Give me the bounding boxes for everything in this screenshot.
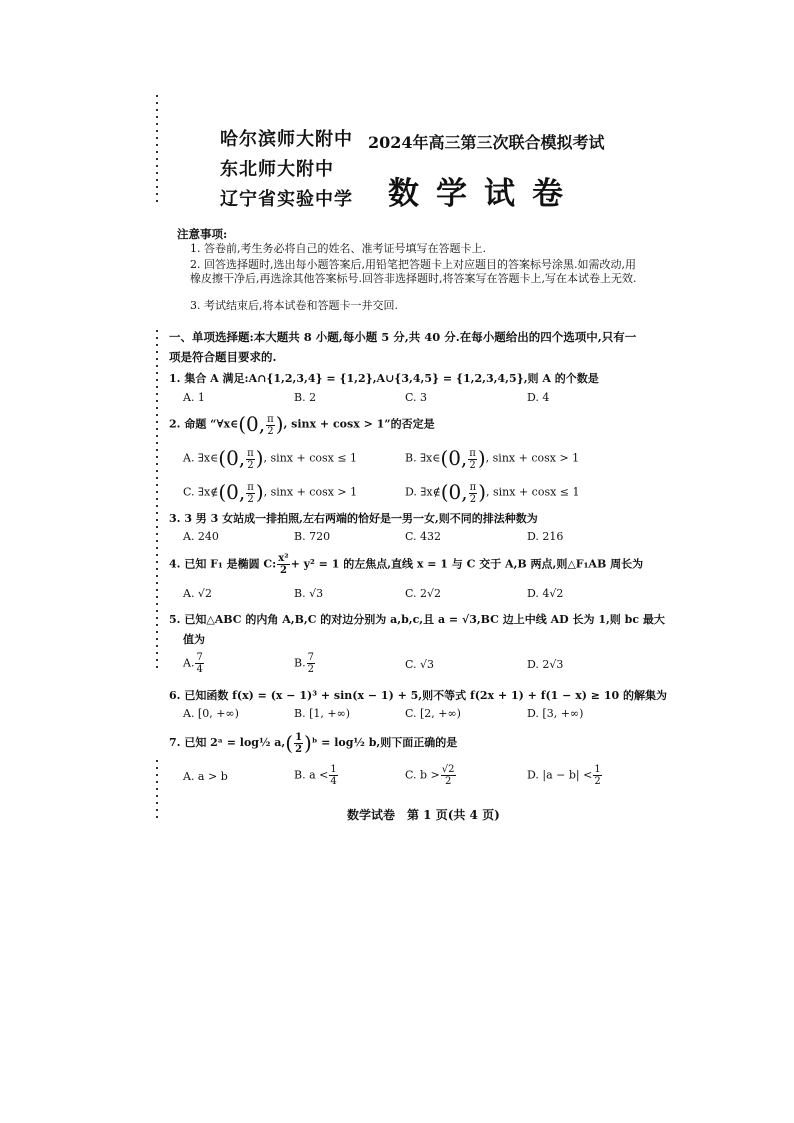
q1-option-c: C. 3 bbox=[405, 391, 428, 404]
q5-option-c: C. √3 bbox=[405, 658, 435, 671]
interval-close: ) bbox=[255, 480, 264, 504]
opt-rest: , sinx + cosx > 1 bbox=[485, 451, 580, 465]
frac-den: 2 bbox=[279, 565, 287, 576]
interval bbox=[440, 446, 485, 470]
interval-open: (0, bbox=[440, 446, 468, 470]
frac-num: √2 bbox=[441, 764, 455, 775]
question-5-stem-line-2: 值为 bbox=[183, 633, 205, 646]
question-1-stem: 1. 集合 A 满足:A∩{1,2,3,4} = {1,2},A∪{3,4,5} = {1,2,3,4,5},则 A 的个数是 bbox=[169, 372, 599, 385]
interval-close: ) bbox=[255, 446, 264, 470]
question-2-stem bbox=[169, 412, 435, 437]
binding-line-middle bbox=[156, 330, 158, 670]
opt-label: B. bbox=[294, 656, 306, 670]
q2-stem-end: , sinx + cosx > 1”的否定是 bbox=[283, 417, 435, 431]
notice-item-1: 1. 答卷前,考生务必将自己的姓名、准考证号填写在答题卡上. bbox=[190, 242, 486, 255]
q6-option-b: B. [1, +∞) bbox=[294, 707, 351, 720]
frac-num: π bbox=[247, 482, 254, 493]
interval-open: (0, bbox=[440, 480, 468, 504]
q3-option-b: B. 720 bbox=[294, 530, 331, 543]
interval-open: (0, bbox=[218, 446, 246, 470]
opt-label: B. a < bbox=[294, 768, 329, 782]
root2-over-2 bbox=[441, 764, 456, 787]
frac-num: 1 bbox=[330, 764, 337, 775]
frac-num: 1 bbox=[295, 731, 303, 743]
interval-open: (0, bbox=[218, 480, 246, 504]
frac-den: 4 bbox=[330, 776, 337, 787]
frac-den: 2 bbox=[594, 776, 601, 787]
page-footer: 数学试卷 第 1 页(共 4 页) bbox=[347, 808, 500, 822]
interval bbox=[218, 446, 263, 470]
interval-open: (0, bbox=[238, 412, 266, 436]
question-6-stem: 6. 已知函数 f(x) = (x − 1)³ + sin(x − 1) + 5,则不等式 f(2x + 1) + f(1 − x) ≥ 10 的解集为 bbox=[169, 689, 667, 702]
frac-den: 2 bbox=[247, 494, 254, 505]
section-heading: 一、单项选择题:本大题共 8 小题,每小题 5 分,共 40 分.在每小题给出的四个选项中,只有一项是符合题目要求的. bbox=[169, 330, 637, 364]
pi-over-2 bbox=[468, 448, 477, 471]
school-name-3: 辽宁省实验中学 bbox=[220, 189, 353, 210]
opt-label: D. ∃x∉ bbox=[405, 485, 441, 499]
q3-option-a: A. 240 bbox=[183, 530, 219, 543]
seven-halves bbox=[307, 652, 315, 675]
frac-den: 2 bbox=[267, 426, 274, 437]
q2-option-c bbox=[183, 480, 357, 505]
q3-option-c: C. 432 bbox=[405, 530, 442, 543]
paren-close: ) bbox=[304, 731, 312, 755]
opt-label: C. ∃x∉ bbox=[183, 485, 219, 499]
frac-den: 2 bbox=[295, 743, 303, 755]
interval-close: ) bbox=[478, 480, 487, 504]
pi-over-2 bbox=[246, 482, 255, 505]
interval-close: ) bbox=[275, 412, 284, 436]
one-half bbox=[593, 764, 601, 787]
opt-label: D. |a − b| < bbox=[527, 768, 593, 782]
opt-rest: , sinx + cosx ≤ 1 bbox=[486, 485, 580, 499]
frac-num: x² bbox=[278, 553, 289, 564]
interval bbox=[441, 480, 486, 504]
opt-label: C. b > bbox=[405, 768, 440, 782]
one-half bbox=[294, 732, 303, 755]
frac-num: 7 bbox=[307, 652, 314, 663]
question-4-stem bbox=[169, 553, 643, 576]
opt-label: A. ∃x∈ bbox=[183, 451, 219, 465]
q7-option-b bbox=[294, 764, 339, 787]
pi-over-2 bbox=[469, 482, 478, 505]
notice-heading: 注意事项: bbox=[177, 227, 228, 241]
q4-option-a: A. √2 bbox=[183, 587, 212, 600]
q6-option-c: C. [2, +∞) bbox=[405, 707, 461, 720]
frac-num: π bbox=[267, 414, 274, 425]
q3-option-d: D. 216 bbox=[527, 530, 564, 543]
frac-num: π bbox=[247, 448, 254, 459]
notice-item-3: 3. 考试结束后,将本试卷和答题卡一并交回. bbox=[190, 299, 398, 312]
frac-den: 2 bbox=[469, 494, 477, 505]
binding-line-bottom bbox=[156, 760, 158, 820]
q6-option-d: D. [3, +∞) bbox=[527, 707, 584, 720]
notice-item-2: 2. 回答选择题时,选出每小题答案后,用铅笔把答题卡上对应题目的答案标号涂黑.如需改动,用橡皮擦干净后,再选涂其他答案标号.回答非选择题时,将答案写在答题卡上,写在本试卷上无效. bbox=[190, 258, 637, 285]
question-5-stem-line-1: 5. 已知△ABC 的内角 A,B,C 的对边分别为 a,b,c,且 a = √3,BC 边上中线 AD 长为 1,则 bc 最大 bbox=[169, 613, 665, 626]
q7-stem-end: ᵇ = log½ b,则下面正确的是 bbox=[311, 736, 458, 749]
q7-option-d bbox=[527, 764, 603, 787]
frac-num: 1 bbox=[594, 764, 601, 775]
frac-num: π bbox=[469, 448, 476, 459]
q1-option-d: D. 4 bbox=[527, 391, 550, 404]
school-name-1: 哈尔滨师大附中 bbox=[220, 129, 353, 150]
frac-num: π bbox=[469, 482, 477, 493]
seven-fourths bbox=[195, 652, 203, 675]
frac-den: 2 bbox=[444, 776, 452, 787]
question-3-stem: 3. 3 男 3 女站成一排拍照,左右两端的恰好是一男一女,则不同的排法种数为 bbox=[169, 512, 538, 525]
exam-title: 2024年高三第三次联合模拟考试 bbox=[368, 133, 605, 152]
opt-rest: , sinx + cosx > 1 bbox=[263, 485, 358, 499]
one-fourth bbox=[329, 764, 337, 787]
q1-option-a: A. 1 bbox=[183, 391, 205, 404]
q5-option-d: D. 2√3 bbox=[527, 658, 564, 671]
q4-stem-end: + y² = 1 的左焦点,直线 x = 1 与 C 交于 A,B 两点,则△F₁AB 周长为 bbox=[290, 557, 644, 571]
opt-rest: , sinx + cosx ≤ 1 bbox=[263, 451, 358, 465]
q7-stem-start: 7. 已知 2ᵃ = log½ a, bbox=[169, 736, 286, 749]
interval-close: ) bbox=[477, 446, 486, 470]
q4-stem-start: 4. 已知 F₁ 是椭圆 C: bbox=[169, 557, 277, 571]
school-name-2: 东北师大附中 bbox=[220, 159, 334, 180]
frac-den: 2 bbox=[469, 460, 476, 471]
interval bbox=[218, 480, 263, 504]
q5-option-a bbox=[183, 652, 205, 675]
q1-option-b: B. 2 bbox=[294, 391, 317, 404]
opt-label: B. ∃x∈ bbox=[405, 451, 441, 465]
x-squared-over-2 bbox=[277, 553, 289, 576]
q4-option-c: C. 2√2 bbox=[405, 587, 442, 600]
q4-option-d: D. 4√2 bbox=[527, 587, 564, 600]
frac-den: 2 bbox=[247, 460, 254, 471]
q6-option-a: A. [0, +∞) bbox=[183, 707, 239, 720]
frac-den: 4 bbox=[196, 664, 203, 675]
q2-stem-start: 2. 命题 “∀x∈ bbox=[169, 417, 239, 431]
q2-option-a bbox=[183, 446, 357, 471]
q2-option-b bbox=[405, 446, 579, 471]
question-7-stem bbox=[169, 731, 457, 755]
opt-label: A. bbox=[183, 656, 195, 670]
q5-option-b bbox=[294, 652, 316, 675]
subject-title: 数学试卷 bbox=[388, 176, 580, 212]
pi-over-2 bbox=[246, 448, 255, 471]
binding-line-top bbox=[156, 95, 158, 205]
q7-option-c bbox=[405, 764, 457, 787]
q4-option-b: B. √3 bbox=[294, 587, 324, 600]
pi-over-2 bbox=[266, 414, 275, 437]
frac-den: 2 bbox=[307, 664, 314, 675]
q2-option-d bbox=[405, 480, 580, 505]
q7-option-a: A. a > b bbox=[183, 770, 228, 783]
frac-num: 7 bbox=[196, 652, 203, 663]
q2-interval bbox=[238, 412, 283, 436]
paren-open: ( bbox=[285, 731, 294, 755]
